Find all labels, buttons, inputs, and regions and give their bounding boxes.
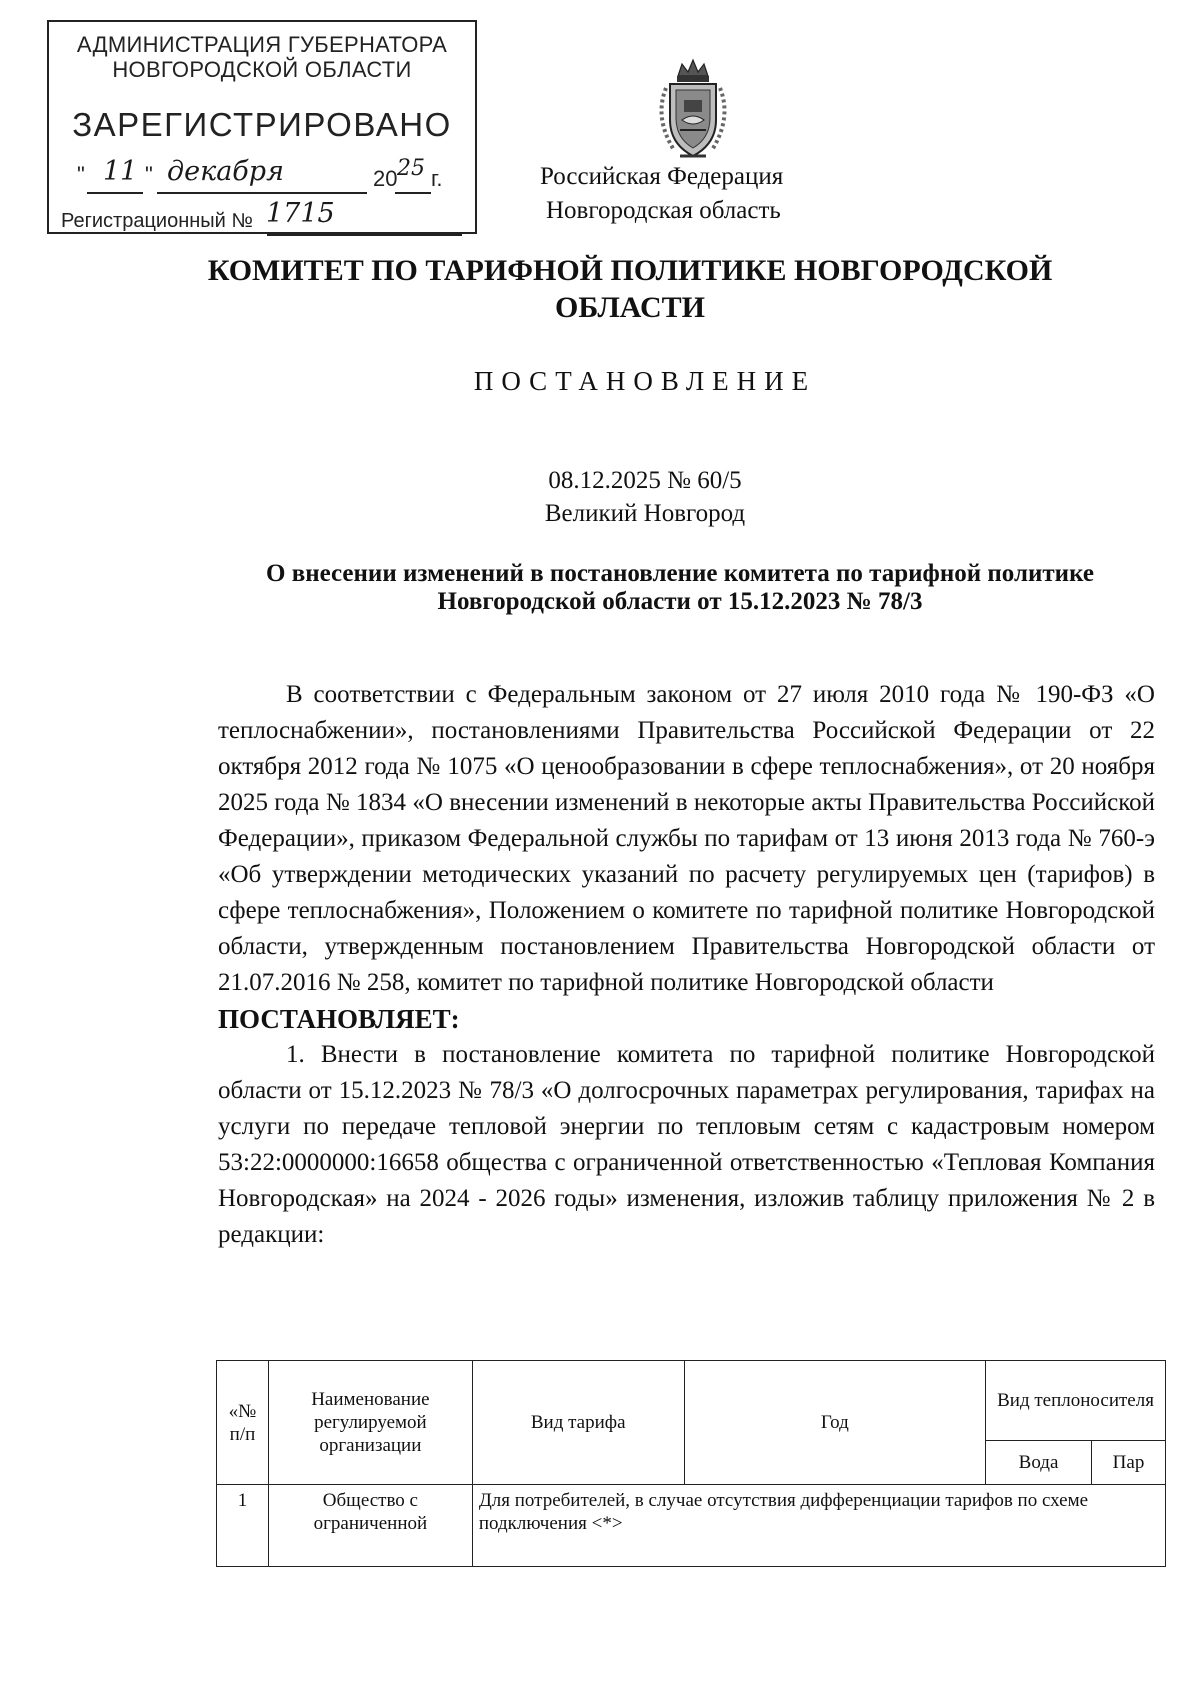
table-row-organization: Общество с ограниченной (268, 1485, 472, 1567)
document-body (218, 677, 1155, 1253)
coat-of-arms-icon (640, 58, 746, 162)
country-name: Российская Федерация (540, 163, 784, 190)
stamp-year-prefix: 20 (373, 166, 398, 191)
table-row-num: 1 (217, 1485, 269, 1567)
preamble-paragraph: В соответствии с Федеральным законом от 27 июля 2010 года № 190-ФЗ «О теплоснабжении», постановлениями Правительства Российской Федерации от 22 октября 2012 года № 1075 «О ценообразовании в сфере теплоснабжения», от 20 ноября 2025 года № 1834 «О внесении изменений в некоторые акты Правительства Российской Федерации», приказом Федеральной службы по тарифам от 13 июня 2013 года № 760-э «Об утверждении методических указаний по расчету регулируемых цен (тарифов) в сфере теплоснабжения», Положением о комитете по тарифной политике Новгородской области, утвержденным постановлением Правительства Новгородской области от 21.07.2016 № 258, комитет по тарифной политике Новгородской области (218, 681, 1155, 996)
resolves-heading: ПОСТАНОВЛЯЕТ: (218, 1004, 460, 1034)
item-1-paragraph: 1. Внести в постановление комитета по тарифной политике Новгородской области от 15.12.2023 № 78/3 «О долгосрочных параметрах регулирования, тарифах на услуги по передаче тепловой энергии по тепловым сетям с кадастровым номером 53:22:0000000:16658 общества с ограниченной ответственностью «Тепловая Компания Новгородская» на 2024 - 2026 годы» изменения, изложив таблицу приложения № 2 в редакции: (218, 1041, 1155, 1248)
registration-stamp (47, 20, 477, 234)
stamp-year-unit: г. (431, 166, 443, 191)
tariff-table (216, 1360, 1166, 1567)
stamp-org-line2: НОВГОРОДСКОЙ ОБЛАСТИ (112, 57, 412, 82)
header-num: «№ п/п (217, 1361, 269, 1485)
header-country-block (540, 160, 783, 228)
header-water: Вода (986, 1441, 1092, 1485)
city: Великий Новгород (544, 500, 746, 527)
committee-title: КОМИТЕТ ПО ТАРИФНОЙ ПОЛИТИКЕ НОВГОРОДСКОЙ ОБЛАСТИ (207, 254, 1053, 324)
stamp-day: 11 (103, 156, 138, 187)
stamp-registered: ЗАРЕГИСТРИРОВАНО (72, 106, 452, 143)
stamp-number-row (61, 198, 335, 233)
stamp-date: " 11 " декабря 20 25 г. (77, 162, 467, 202)
stamp-month: декабря (167, 156, 284, 187)
stamp-year-suffix: 25 (397, 156, 425, 181)
header-tariff-type: Вид тарифа (472, 1361, 684, 1485)
date-number-block (0, 464, 1200, 530)
stamp-number-label: Регистрационный № (61, 210, 253, 232)
document-type: ПОСТАНОВЛЕНИЕ (473, 366, 817, 396)
header-year: Год (684, 1361, 986, 1485)
table-row-description: Для потребителей, в случае отсутствия дифференциации тарифов по схеме подключения <*> (472, 1485, 1165, 1567)
stamp-organization (49, 32, 475, 82)
header-organization: Наименование регулируемой организации (268, 1361, 472, 1485)
header-heat-carrier: Вид теплоносителя (986, 1361, 1166, 1441)
document-subject: О внесении изменений в постановление комитета по тарифной политике Новгородской области от 15.12.2023 № 78/3 (266, 560, 1094, 615)
header-steam: Пар (1092, 1441, 1166, 1485)
date-number: 08.12.2025 № 60/5 (548, 467, 742, 494)
region-name: Новгородская область (546, 197, 781, 224)
stamp-number: 1715 (266, 198, 335, 229)
stamp-org-line1: АДМИНИСТРАЦИЯ ГУБЕРНАТОРА (76, 32, 448, 57)
